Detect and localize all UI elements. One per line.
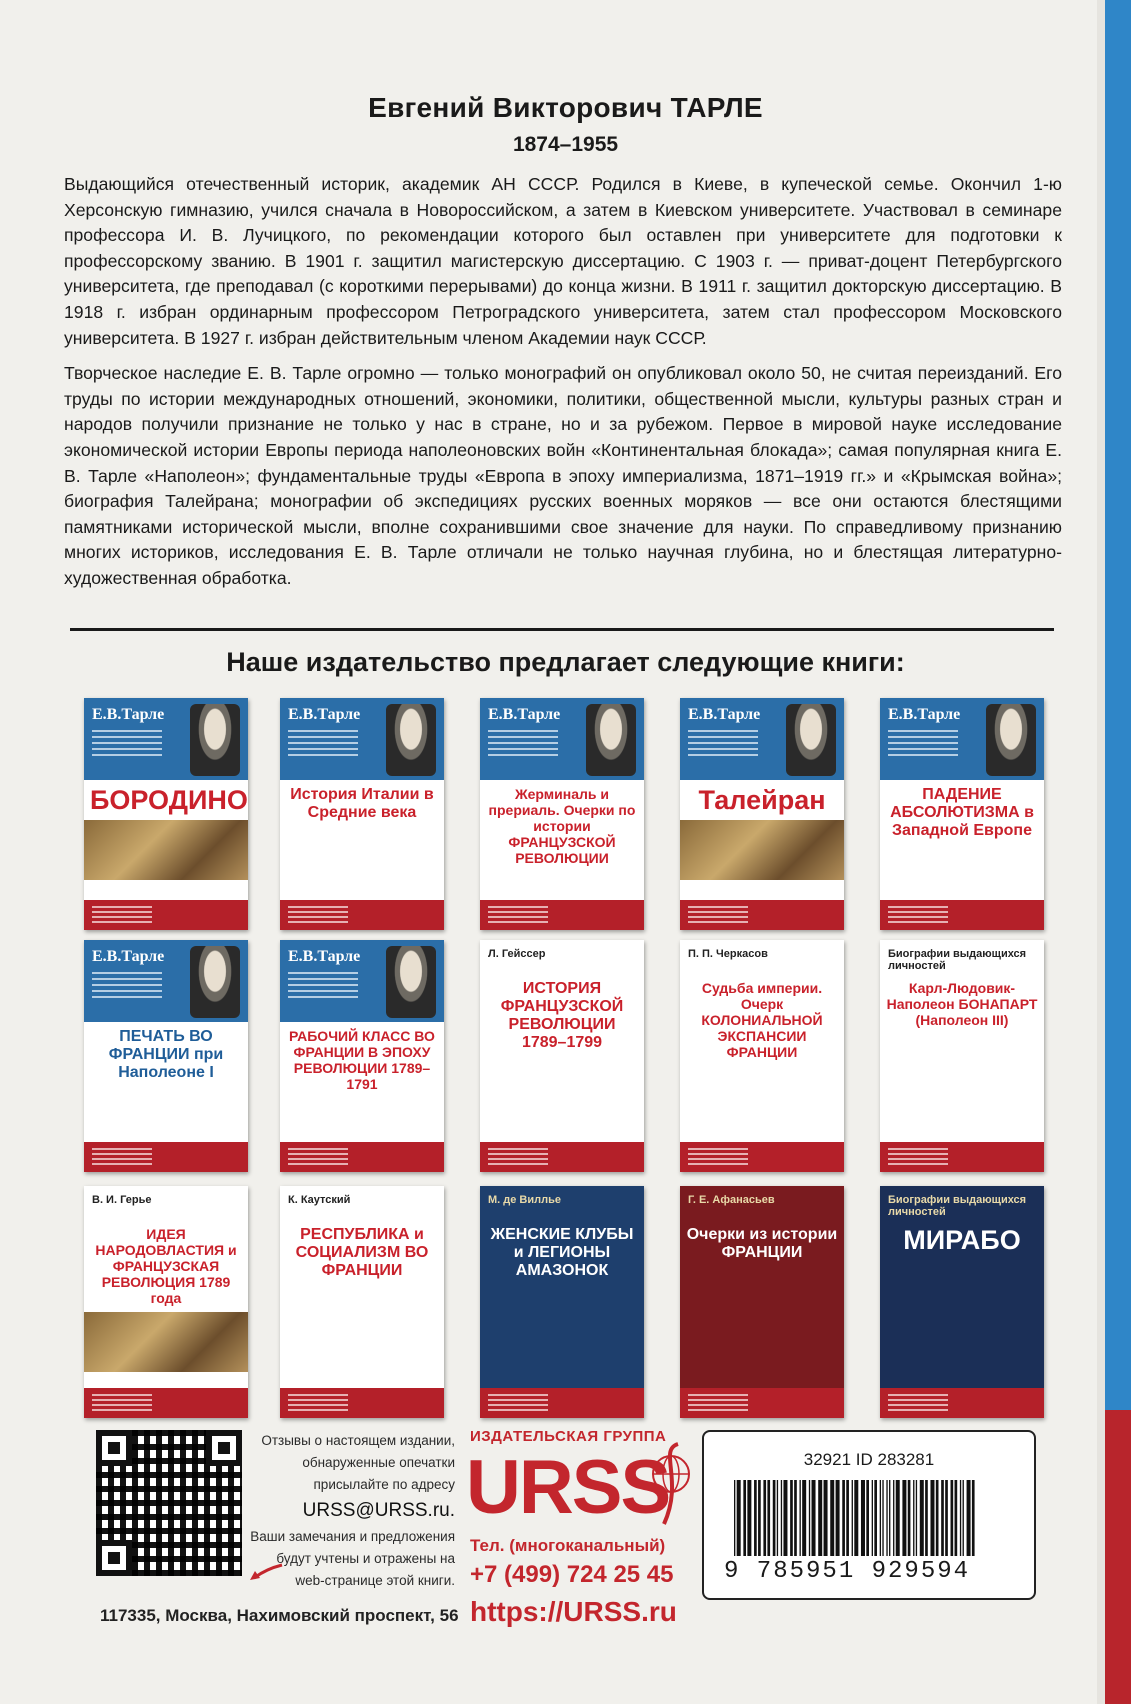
barcode-bar [824, 1480, 828, 1556]
book-author: Е.В.Тарле [288, 706, 361, 723]
spine-shadow [1097, 0, 1105, 1704]
book-cover[interactable] [480, 1186, 644, 1418]
urss-logo: URSS [466, 1445, 670, 1530]
author-biography [64, 172, 1062, 602]
book-author: Е.В.Тарле [288, 948, 361, 965]
barcode-bar [777, 1480, 778, 1556]
barcode-bar [854, 1480, 858, 1556]
barcode-bar [812, 1480, 816, 1556]
barcode-bar [830, 1480, 834, 1556]
feedback-line: присылайте по адресу [313, 1477, 455, 1492]
book-series-band [880, 1142, 1044, 1172]
book-series-band [680, 1142, 844, 1172]
book-author: В. И. Герье [92, 1194, 152, 1206]
barcode-bar [872, 1480, 873, 1556]
book-author: Биографии выдающихся личностей [888, 948, 1027, 972]
barcode-bar [941, 1480, 944, 1556]
book-cover-header [280, 940, 444, 1022]
book-author: Биографии выдающихся личностей [888, 1194, 1027, 1218]
book-cover[interactable] [84, 698, 248, 930]
book-cover-illustration [680, 820, 844, 880]
feedback-line: будут учтены и отражены на [276, 1551, 455, 1566]
book-author: К. Каутский [288, 1194, 351, 1206]
website-link[interactable]: https://URSS.ru [470, 1596, 677, 1627]
barcode-bar [802, 1480, 806, 1556]
book-series-band [280, 1388, 444, 1418]
bio-paragraph: Творческое наследие Е. В. Тарле огромно — только монографий он опубликовал около 50, не считая переизданий. Его труды по истории международных отношений, экономики, политики, общественной мысли, культуры разных стран и народов получили признание не только у нас в стране, но и за рубежом. Первое в мировой науке исследование экономической истории Европы периода наполеоновских войн «Континентальная блокада»; самая популярная книга Е. В. Тарле «Наполеон»; фундаментальные труды «Европа в эпоху империализма, 1871–1919 гг.» и «Крымская война»; биография Талейрана; монографии об экспедициях русских военных моряков — все они остаются блестящими памятниками исторической мысли, вполне сохранившими свое значение для науки. По справедливому признанию многих историков, исследования Е. В. Тарле отличали не только научная глубина, но и блестящая литературно-художественная обработка. [64, 363, 1062, 588]
book-cover[interactable] [280, 940, 444, 1172]
book-title: ПАДЕНИЕ АБСОЛЮТИЗМА в Западной Европе [890, 786, 1034, 839]
book-cover-body [880, 974, 1044, 1142]
author-portrait [986, 704, 1036, 776]
book-cover-body [84, 1022, 248, 1142]
book-cover[interactable] [480, 940, 644, 1172]
book-series-lines [288, 730, 358, 756]
book-series-band [84, 1388, 248, 1418]
book-author: Л. Гейссер [488, 948, 546, 960]
book-title: БОРОДИНО [90, 785, 248, 815]
book-series-lines [288, 972, 358, 998]
book-series-lines [688, 730, 758, 756]
book-cover-header [84, 698, 248, 780]
barcode-bar [936, 1480, 939, 1556]
book-cover-header [480, 940, 644, 974]
phone-label: Тел. (многоканальный) [470, 1536, 666, 1555]
book-cover-header [280, 1186, 444, 1220]
barcode-bar [842, 1480, 845, 1556]
author-name: Евгений Викторович ТАРЛЕ [368, 92, 763, 123]
book-cover-header [880, 940, 1044, 974]
barcode-bar [967, 1480, 971, 1556]
book-author: Е.В.Тарле [488, 706, 561, 723]
barcode-bar [880, 1480, 881, 1556]
feedback-line: web-странице этой книги. [295, 1573, 455, 1588]
barcode-bar [889, 1480, 890, 1556]
barcode-bar [737, 1480, 741, 1556]
barcode-bar [758, 1480, 761, 1556]
book-author: М. де Виллье [488, 1194, 561, 1206]
feedback-email-link[interactable]: URSS@URSS.ru. [302, 1500, 455, 1521]
barcode-bar [902, 1480, 906, 1556]
barcode-bar [763, 1480, 766, 1556]
barcode-bar [818, 1480, 822, 1556]
barcode-bar [852, 1480, 853, 1556]
book-cover-header [280, 698, 444, 780]
barcode-bar [743, 1480, 746, 1556]
book-cover-body [84, 1220, 248, 1388]
book-cover[interactable] [84, 1186, 248, 1418]
barcode-bar [861, 1480, 865, 1556]
section-divider [70, 628, 1054, 631]
book-series-band [84, 900, 248, 930]
feedback-line: Отзывы о настоящем издании, [261, 1433, 455, 1448]
barcode-bar [951, 1480, 954, 1556]
book-cover-header [680, 1186, 844, 1220]
book-cover-body [280, 780, 444, 900]
book-cover-body [480, 1220, 644, 1388]
book-author: Е.В.Тарле [92, 948, 165, 965]
book-author: Г. Е. Афанасьев [688, 1194, 775, 1206]
book-author: П. П. Черкасов [688, 948, 768, 960]
book-title: История Италии в Средние века [290, 786, 434, 821]
book-series-lines [92, 972, 162, 998]
book-cover[interactable] [680, 1186, 844, 1418]
book-cover-illustration [84, 820, 248, 880]
book-cover-header [480, 1186, 644, 1220]
barcode-bar [886, 1480, 887, 1556]
publisher-group-label: ИЗДАТЕЛЬСКАЯ ГРУППА [470, 1428, 667, 1445]
barcode-bar [754, 1480, 757, 1556]
book-title: ИСТОРИЯ ФРАНЦУЗСКОЙ РЕВОЛЮЦИИ 1789–1799 [500, 980, 624, 1051]
book-cover[interactable] [280, 698, 444, 930]
barcode-bar [930, 1480, 934, 1556]
barcode-bar [893, 1480, 894, 1556]
book-series-band [480, 1142, 644, 1172]
barcode-bar [846, 1480, 849, 1556]
barcode-bar [960, 1480, 961, 1556]
book-series-band [680, 900, 844, 930]
book-cover-header [84, 940, 248, 1022]
book-author: Е.В.Тарле [688, 706, 761, 723]
author-portrait [190, 946, 240, 1018]
barcode-bar [955, 1480, 958, 1556]
barcode-bar [925, 1480, 928, 1556]
barcode-bar [781, 1480, 782, 1556]
book-series-lines [888, 730, 958, 756]
book-cover-header [680, 698, 844, 780]
book-cover-body [84, 780, 248, 900]
bio-paragraph: Выдающийся отечественный историк, академик АН СССР. Родился в Киеве, в купеческой семье. Окончил 1-ю Херсонскую гимназию, учился сначала в Новороссийском, а затем в Киевском университете. Участвовал в семинаре профессора И. В. Лучицкого, по рекомендации которого был оставлен при университете для подготовки к профессорскому званию. В 1901 г. защитил магистерскую диссертацию. С 1903 г. — приват-доцент Петербургского университета, где преподавал (с короткими перерывами) до конца жизни. В 1911 г. защитил докторскую диссертацию. В 1918 г. избран ординарным профессором Петроградского университета, затем стал профессором Московского университета. В 1927 г. избран действительным членом Академии наук СССР. [64, 174, 1062, 348]
book-title: Талейран [698, 785, 826, 815]
book-cover-header [880, 1186, 1044, 1220]
qr-code[interactable] [96, 1430, 242, 1576]
book-title: Жерминаль и прериаль. Очерки по истории ФРАНЦУЗСКОЙ РЕВОЛЮЦИИ [488, 786, 636, 866]
author-years: 1874–1955 [512, 133, 619, 156]
qr-finder [96, 1430, 132, 1466]
book-cover-header [680, 940, 844, 974]
barcode-bar [767, 1480, 770, 1556]
book-cover-body [680, 1220, 844, 1388]
barcode [734, 1480, 1012, 1556]
book-cover[interactable] [680, 940, 844, 1172]
book-series-band [480, 900, 644, 930]
book-cover-body [280, 1220, 444, 1388]
barcode-bar [836, 1480, 840, 1556]
author-portrait [386, 704, 436, 776]
isbn-digits: 9 785951 929594 [724, 1558, 971, 1585]
barcode-bar [896, 1480, 900, 1556]
barcode-bar [799, 1480, 800, 1556]
barcode-bar [866, 1480, 869, 1556]
spine-red-stripe [1105, 1410, 1131, 1704]
book-series-band [280, 900, 444, 930]
barcode-bar [783, 1480, 787, 1556]
book-author: Е.В.Тарле [92, 706, 165, 723]
book-cover[interactable] [84, 940, 248, 1172]
barcode-bar [908, 1480, 911, 1556]
author-portrait [190, 704, 240, 776]
book-cover-body [280, 1022, 444, 1142]
book-series-band [280, 1142, 444, 1172]
book-cover-body [480, 780, 644, 900]
arrow-left-icon [248, 1562, 284, 1582]
book-title: РАБОЧИЙ КЛАСС ВО ФРАНЦИИ В ЭПОХУ РЕВОЛЮЦИИ 1789–1791 [289, 1028, 435, 1092]
book-cover[interactable] [880, 698, 1044, 930]
book-title: ИДЕЯ НАРОДОВЛАСТИЯ и ФРАНЦУЗСКАЯ РЕВОЛЮЦИЯ 1789 года [95, 1226, 237, 1306]
qr-finder [206, 1430, 242, 1466]
book-catalog-grid [84, 698, 1050, 1418]
barcode-bar [882, 1480, 883, 1556]
barcode-bar [790, 1480, 793, 1556]
book-title: МИРАБО [903, 1225, 1021, 1255]
offer-heading: Наше издательство предлагает следующие книги: [226, 647, 905, 677]
book-series-lines [92, 730, 162, 756]
book-cover-illustration [84, 1312, 248, 1372]
book-cover-header [880, 698, 1044, 780]
book-cover-body [880, 1220, 1044, 1388]
spine-blue-stripe [1105, 0, 1131, 1410]
book-cover[interactable] [880, 1186, 1044, 1418]
book-cover-body [880, 780, 1044, 900]
book-cover[interactable] [280, 1186, 444, 1418]
isbn-barcode-panel [702, 1430, 1036, 1600]
book-cover-header [480, 698, 644, 780]
barcode-bar [913, 1480, 914, 1556]
book-cover[interactable] [880, 940, 1044, 1172]
barcode-bar [747, 1480, 751, 1556]
book-title: ЖЕНСКИЕ КЛУБЫ и ЛЕГИОНЫ АМАЗОНОК [490, 1226, 634, 1279]
barcode-bar [920, 1480, 924, 1556]
book-author: Е.В.Тарле [888, 706, 961, 723]
book-cover[interactable] [680, 698, 844, 930]
barcode-bar [972, 1480, 975, 1556]
barcode-bar [874, 1480, 877, 1556]
feedback-line: обнаруженные опечатки [302, 1455, 455, 1470]
book-cover-body [480, 974, 644, 1142]
book-title: Судьба империи. Очерк КОЛОНИАЛЬНОЙ ЭКСПАНСИИ ФРАНЦИИ [701, 980, 823, 1060]
book-title: Карл-Людовик-Наполеон БОНАПАРТ (Наполеон III) [886, 980, 1038, 1028]
book-cover-body [680, 974, 844, 1142]
book-series-band [880, 1388, 1044, 1418]
book-series-band [480, 1388, 644, 1418]
book-cover-body [680, 780, 844, 900]
barcode-bar [809, 1480, 810, 1556]
urss-emblem-icon [648, 1440, 694, 1528]
barcode-bar [945, 1480, 948, 1556]
barcode-bar [794, 1480, 797, 1556]
qr-finder [96, 1540, 132, 1576]
barcode-id: 32921 ID 283281 [803, 1450, 935, 1469]
phone-number[interactable]: +7 (499) 724 25 45 [470, 1561, 674, 1588]
book-title: ПЕЧАТЬ ВО ФРАНЦИИ при Наполеоне I [108, 1028, 224, 1081]
barcode-bar [916, 1480, 917, 1556]
book-series-lines [488, 730, 558, 756]
author-portrait [786, 704, 836, 776]
book-cover[interactable] [480, 698, 644, 930]
author-portrait [386, 946, 436, 1018]
barcode-bar [963, 1480, 964, 1556]
barcode-bar [773, 1480, 776, 1556]
book-title: РЕСПУБЛИКА и СОЦИАЛИЗМ ВО ФРАНЦИИ [295, 1226, 429, 1279]
book-cover-header [84, 1186, 248, 1220]
book-series-band [880, 900, 1044, 930]
book-series-band [84, 1142, 248, 1172]
feedback-line: Ваши замечания и предложения [250, 1529, 455, 1544]
book-title: Очерки из истории ФРАНЦИИ [686, 1226, 838, 1261]
author-portrait [586, 704, 636, 776]
book-series-band [680, 1388, 844, 1418]
barcode-bar [734, 1480, 735, 1556]
publisher-address: 117335, Москва, Нахимовский проспект, 56 [100, 1606, 459, 1625]
